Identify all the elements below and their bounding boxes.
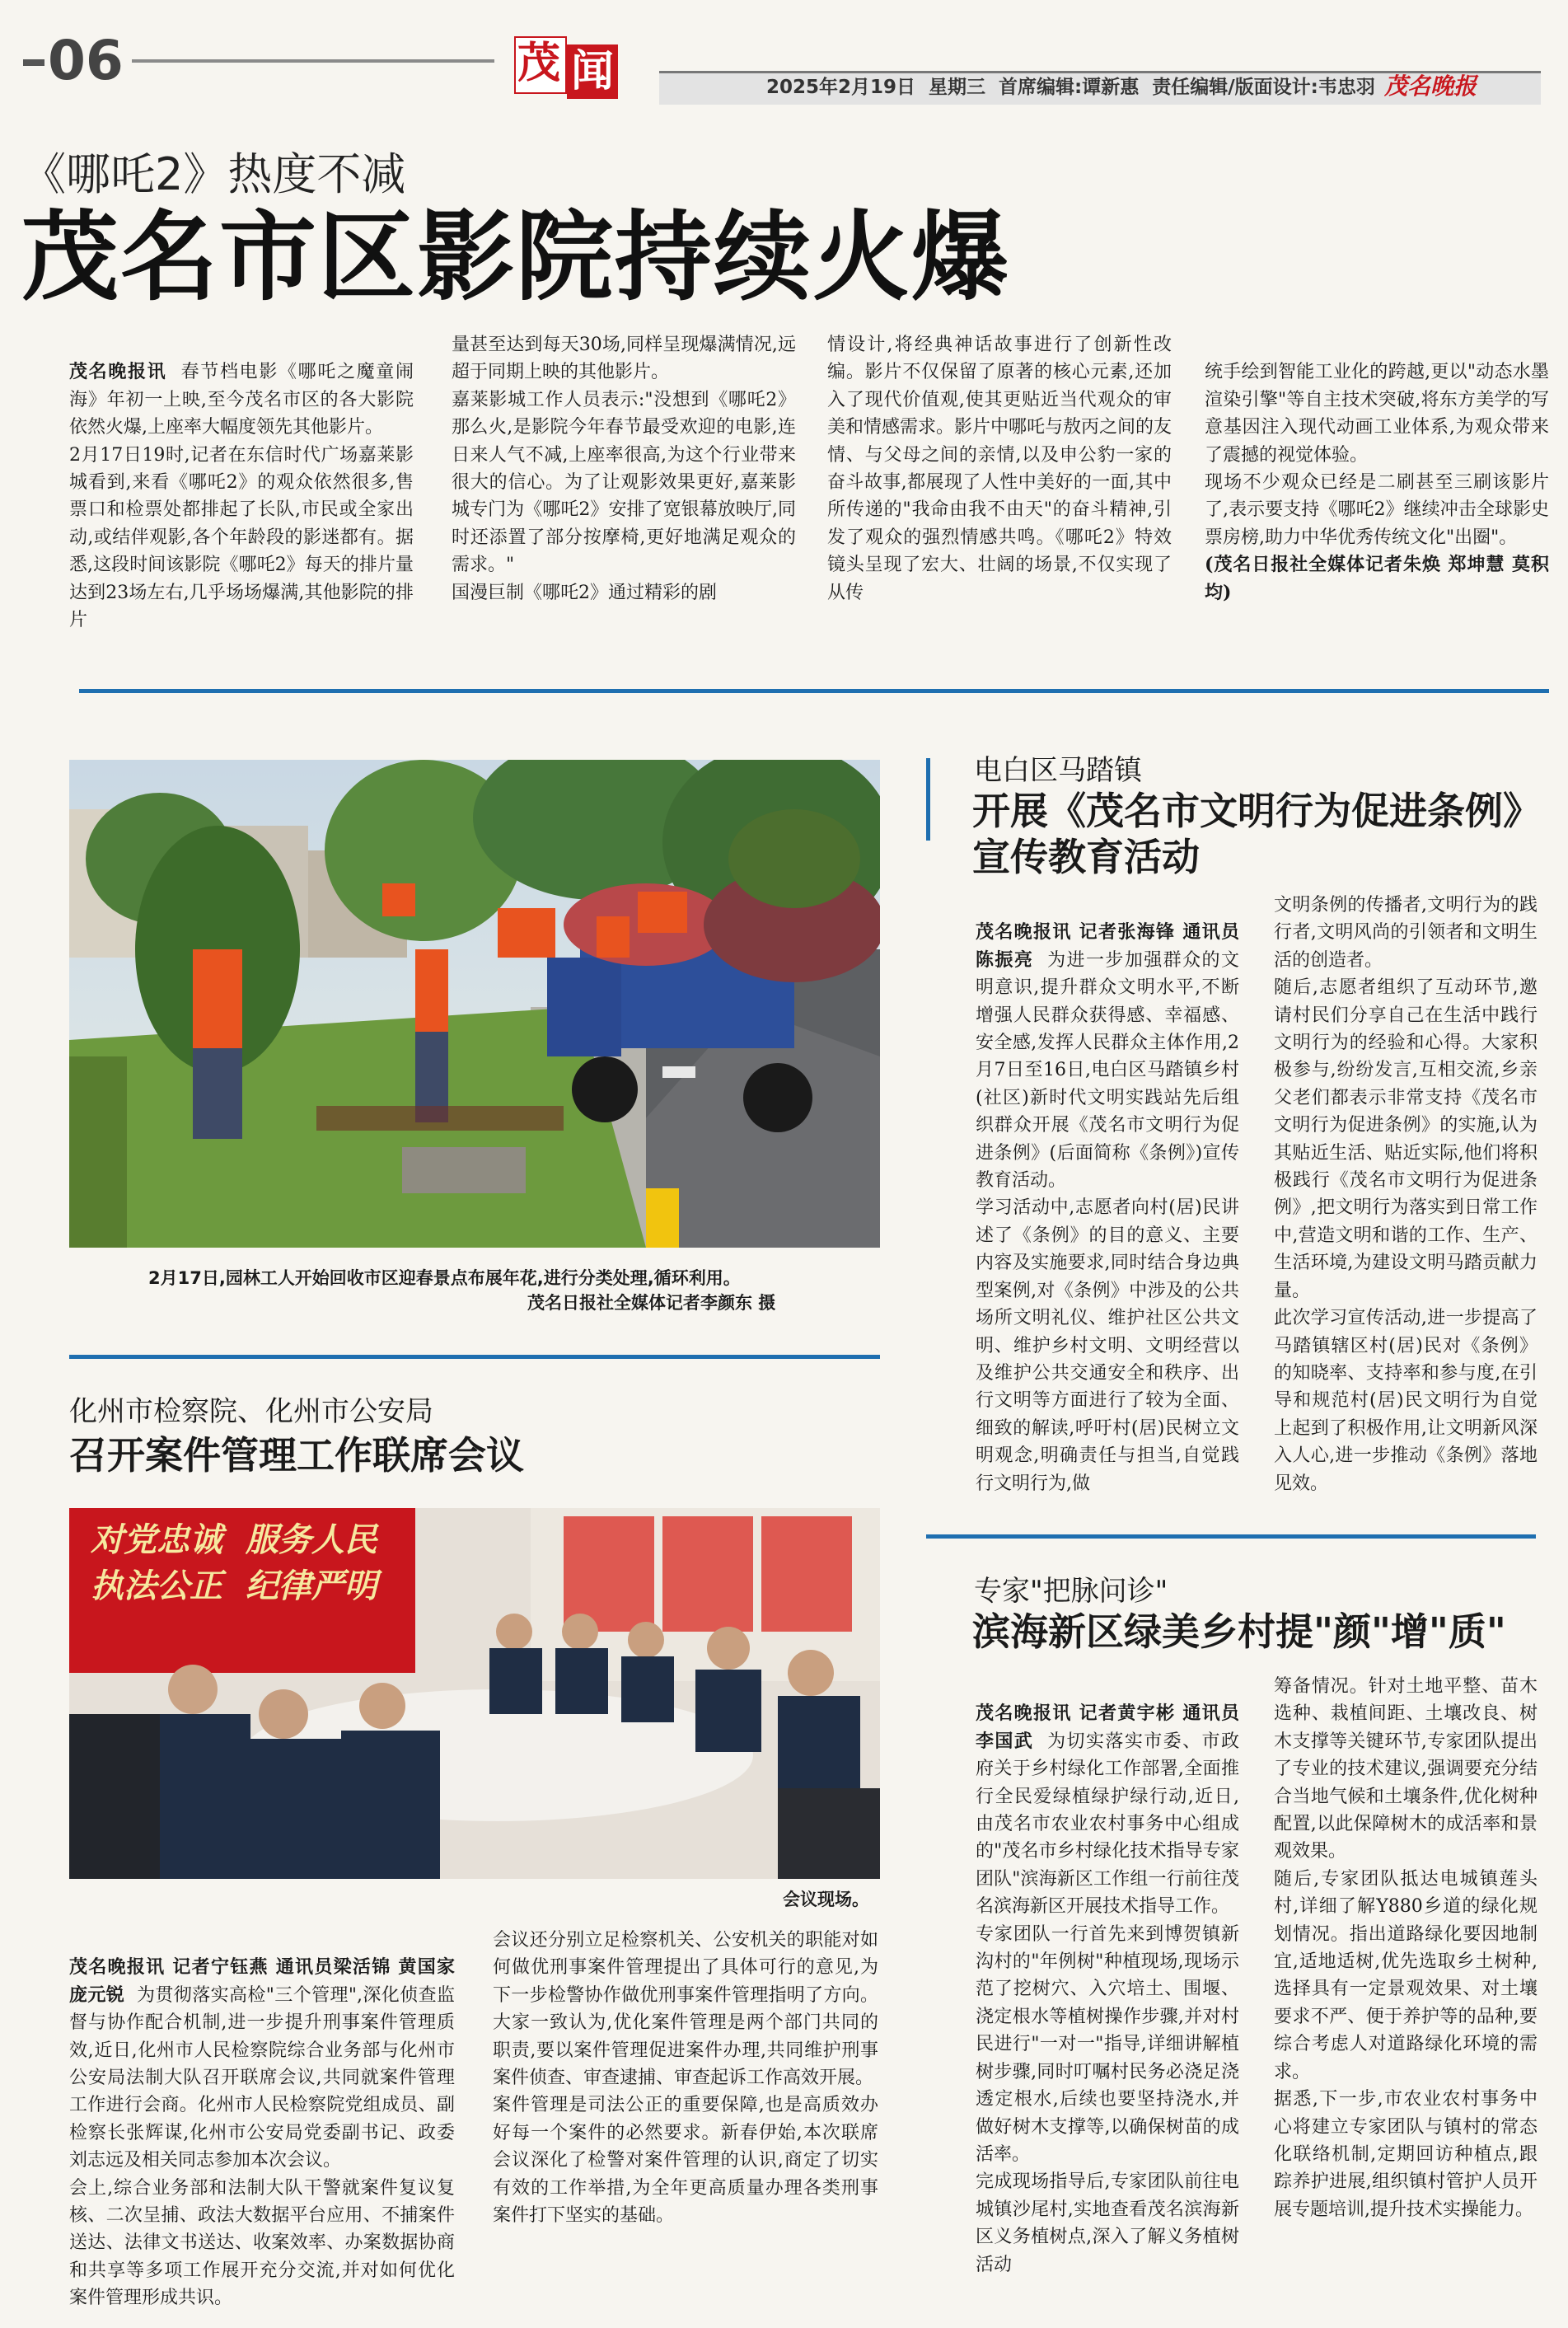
photo1-caption-line2: 茂名日报社全媒体记者李颜东 摄 <box>527 1293 776 1313</box>
section-logo <box>504 36 628 99</box>
article2-col1 <box>976 892 1239 1497</box>
article4-headline: 滨海新区绿美乡村提"颜"增"质" <box>972 1609 1506 1654</box>
article1-headline: 茂名市区影院持续火爆 <box>21 200 1011 314</box>
separator-rule-2 <box>69 1355 880 1359</box>
masthead-logo: 茂名晚报 <box>1384 73 1477 100</box>
article1-col1-text: 春节档电影《哪吒之魔童闹海》年初一上映,至今茂名市区的各大影院依然火爆,上座率大幅度领先其他影片。 2月17日19时,记者在东信时代广场嘉莱影城看到,来看《哪吒2》的观众依然很多,售票口和检票处都排起了长队,市民或全家出动,或结伴观影,各个年龄段的影迷都有。据悉,这段时间该影院《哪吒2》每天的排片量达到23场左右,几乎场场爆满,其他影院的排片 <box>69 362 414 631</box>
separator-rule-3 <box>926 1534 1536 1539</box>
article3-kicker: 化州市检察院、化州市公安局 <box>69 1395 433 1428</box>
article2-side-rule <box>926 758 930 841</box>
article4-col1 <box>976 1673 1239 2279</box>
article2-headline-line2: 宣传教育活动 <box>972 835 1200 879</box>
header-dash <box>23 59 44 66</box>
article1-lead: 茂名晚报讯 <box>69 361 167 383</box>
article2-lead: 茂名晚报讯 记者张海锋 通讯员陈振亮 <box>976 921 1239 971</box>
page-number: 06 <box>48 29 124 92</box>
article2-headline <box>972 788 1541 880</box>
photo-meeting <box>69 1508 880 1879</box>
article1-kicker: 《哪吒2》热度不减 <box>21 148 406 200</box>
article4-kicker: 专家"把脉问诊" <box>974 1575 1168 1608</box>
article1-col2: 量甚至达到每天30场,同样呈现爆满情况,远超于同期上映的其他影片。 嘉莱影城工作人员表示:"没想到《哪吒2》那么火,是影院今年春节最受欢迎的电影,连日来人气不减,上座率很高,为这个行业带来很大的信心。为了让观影效果更好,嘉莱影城专门为《哪吒2》安排了宽银幕放映厅,同时还添置了部分按摩椅,更好地满足观众的需求。" 国漫巨制《哪吒2》通过精彩的剧 <box>452 335 796 603</box>
article3-col1 <box>69 1927 455 2312</box>
photo1-caption-line1: 2月17日,园林工人开始回收市区迎春景点布展年花,进行分类处理,循环利用。 <box>148 1268 741 1288</box>
article2-col2: 文明条例的传播者,文明行为的践行者,文明风尚的引领者和文明生活的创造者。 随后,志愿者组织了互动环节,邀请村民们分享自己在生活中践行文明行为的经验和心得。大家积极参与,纷纷发言,互相交流,乡亲父老们都表示非常支持《茂名市文明行为促进条例》的实施,认为其贴近生活、贴近实际,他们将积极践行《茂名市文明行为促进条例》,把文明行为落实到日常工作中,营造文明和谐的工作、生产、生活环境,为建设文明马踏贡献力量。 此次学习宣传活动,进一步提高了马踏镇辖区村(居)民对《条例》的知晓率、支持率和参与度,在引导和规范村(居)民文明行为自觉上起到了积极作用,让文明新风深入人心,进一步推动《条例》落地见效。 <box>1274 895 1538 1494</box>
photo-gardeners-illustration <box>69 760 880 1248</box>
article1-col1 <box>69 331 414 634</box>
article1-byline: (茂名日报社全媒体记者朱焕 郑坤慧 莫积均) <box>1205 554 1549 603</box>
separator-rule-1 <box>79 689 1549 693</box>
article1-col4 <box>1205 331 1549 634</box>
article1-col3: 情设计,将经典神话故事进行了创新性改编。影片不仅保留了原著的核心元素,还加入了现代价值观,使其更贴近当代观众的审美和情感需求。影片中哪吒与敖丙之间的友情、与父母之间的亲情,以及申公豹一家的奋斗故事,都展现了人性中美好的一面,其中所传递的"我命由我不由天"的奋斗精神,引发了观众的强烈情感共鸣。《哪吒2》特效镜头呈现了宏大、壮阔的场景,不仅实现了从传 <box>827 335 1172 603</box>
photo-meeting-illustration <box>69 1508 880 1879</box>
article3-lead: 茂名晚报讯 记者宁钰燕 通讯员梁活锦 黄国家 庞元锐 <box>69 1956 455 2006</box>
header-rule-left <box>132 59 494 63</box>
article4-col2: 筹备情况。针对土地平整、苗木选种、栽植间距、土壤改良、树木支撑等关键环节,专家团队提出了专业的技术建议,强调要充分结合当地气候和土壤条件,优化树种配置,以此保障树木的成活率和景观效果。 随后,专家团队抵达电城镇莲头村,详细了解Y880乡道的绿化规划情况。指出道路绿化要因地制宜,适地适树,优先选取乡土树种,选择具有一定景观效果、对土壤要求不严、便于养护等的品种,要综合考虑人对道路绿化环境的需求。 据悉,下一步,市农业农村事务中心将建立专家团队与镇村的常态化联络机制,定期回访种植点,跟踪养护进展,组织镇村管护人员开展专题培训,提升技术实操能力。 <box>1274 1676 1538 2220</box>
photo-meeting-caption: 会议现场。 <box>783 1890 869 1909</box>
article4-col1-text: 为切实落实市委、市政府关于乡村绿化工作部署,全面推行全民爱绿植绿护绿行动,近日,由茂名市农业农村事务中心组成的"茂名市乡村绿化技术指导专家团队"滨海新区工作组一行前往茂名滨海新区开展技术指导工作。 专家团队一行首先来到博贺镇新沟村的"年例树"种植现场,现场示范了挖树穴、入穴培土、围堰、浇定根水等植树操作步骤,并对村民进行"一对一"指导,详细讲解植树步骤,同时叮嘱村民务必浇足浇透定根水,后续也要坚持浇水,并做好树木支撑等,以确保树苗的成活率。 完成现场指导后,专家团队前往电城镇沙尾村,实地查看茂名滨海新区义务植树点,深入了解义务植树活动 <box>976 1731 1239 2275</box>
section-logo-char-2: 闻 <box>570 46 614 96</box>
article3-col1-text: 为贯彻落实高检"三个管理",深化侦查监督与协作配合机制,进一步提升刑事案件管理质效,近日,化州市人民检察院综合业务部与化州市公安局法制大队召开联席会议,共同就案件管理工作进行会商。化州市人民检察院党组成员、副检察长张辉谋,化州市公安局党委副书记、政委刘志远及相关同志参加本次会议。 会上,综合业务部和法制大队干警就案件复议复核、二次呈捕、政法大数据平台应用、不捕案件送达、法律文书送达、收案效率、办案数据协商和共享等多项工作展开充分交流,并对如何优化案件管理形成共识。 <box>69 1984 455 2309</box>
photo-gardeners <box>69 760 880 1248</box>
article2-col1-text: 为进一步加强群众的文明意识,提升群众文明水平,不断增强人民群众获得感、幸福感、安全感,发挥人民群众主体作用,2月7日至16日,电白区马踏镇乡村(社区)新时代文明实践站先后组织群众开展《茂名市文明行为促进条例》(后面简称《条例》)宣传教育活动。 学习活动中,志愿者向村(居)民讲述了《条例》的目的意义、主要内容及实施要求,同时结合身边典型案例,对《条例》中涉及的公共场所文明礼仪、维护社区公共文明、维护乡村文明、文明经营以及维护公共交通安全和秩序、出行文明等方面进行了较为全面、细致的解读,呼吁村(居)民树立文明观念,明确责任与担当,自觉践行文明行为,做 <box>976 949 1239 1494</box>
article2-headline-line1: 开展《茂名市文明行为促进条例》 <box>972 789 1541 833</box>
section-logo-char-1: 茂 <box>517 38 560 88</box>
article4-lead: 茂名晚报讯 记者黄宇彬 通讯员李国武 <box>976 1703 1239 1752</box>
date-line: 2025年2月19日 星期三 首席编辑:谭新惠 责任编辑/版面设计:韦忠羽 <box>766 77 1375 98</box>
article3-col2: 会议还分别立足检察机关、公安机关的职能对如何做优刑事案件管理提出了具体可行的意见,为下一步检警协作做优刑事案件管理指明了方向。大家一致认为,优化案件管理是两个部门共同的职责,要以案件管理促进案件办理,共同维护刑事案件侦查、审查逮捕、审查起诉工作高效开展。 案件管理是司法公正的重要保障,也是高质效办好每一个案件的必然要求。新春伊始,本次联席会议深化了检警对案件管理的认识,商定了切实有效的工作举措,为全年更高质量办理各类刑事案件打下坚实的基础。 <box>493 1930 878 2227</box>
article2-kicker: 电白区马踏镇 <box>974 754 1142 787</box>
photo1-caption <box>148 1266 890 1315</box>
article1-col4-text: 统手绘到智能工业化的跨越,更以"动态水墨渲染引擎"等自主技术突破,将东方美学的写意基因注入现代动画工业体系,为观众带来了震撼的视觉体验。 现场不少观众已经是二刷甚至三刷该影片了,表示要支持《哪吒2》继续冲击全球影史票房榜,助力中华优秀传统文化"出圈"。 <box>1205 362 1549 548</box>
meeting-banner-line1: 对党忠诚 服务人民 <box>91 1521 377 1559</box>
meeting-banner-line2: 执法公正 纪律严明 <box>91 1567 377 1605</box>
article3-headline: 召开案件管理工作联席会议 <box>69 1433 524 1478</box>
